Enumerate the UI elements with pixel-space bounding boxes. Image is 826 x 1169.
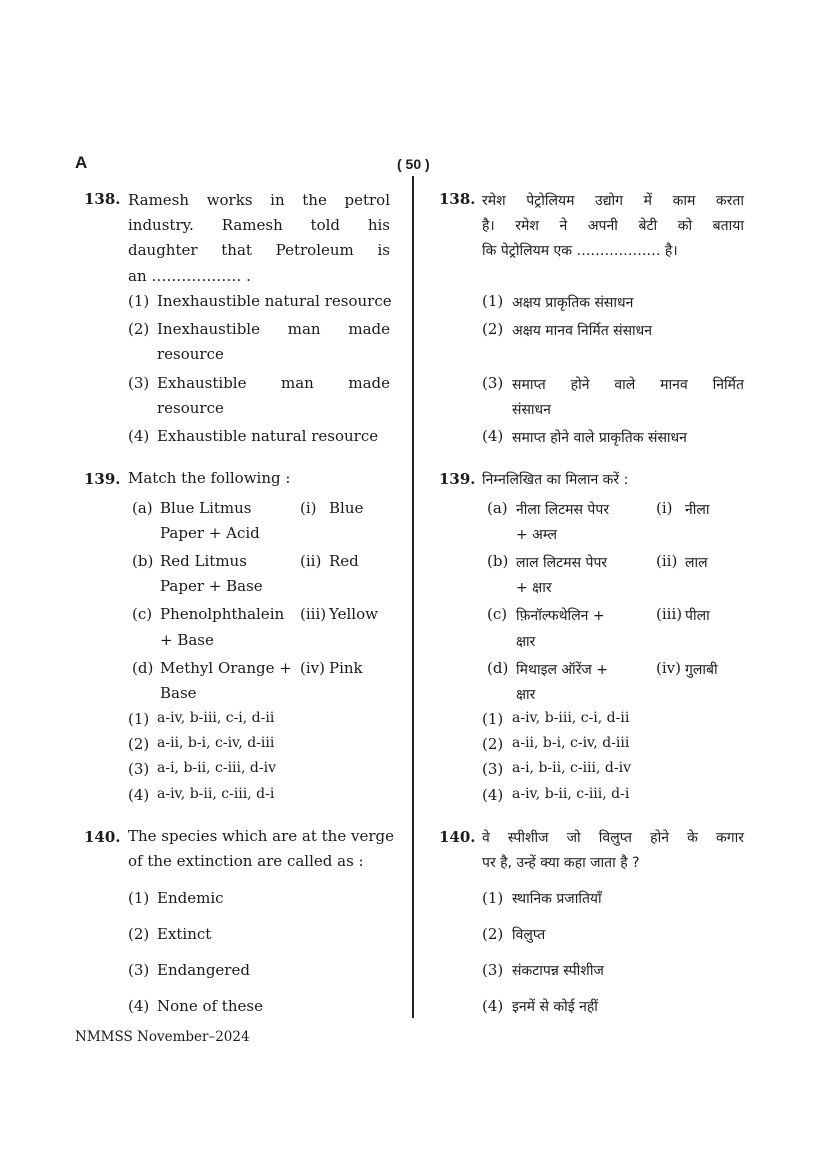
option-text: a-ii, b-i, c-iv, d-iii <box>512 735 630 751</box>
match-key: (a) <box>487 499 508 517</box>
column-divider <box>412 176 414 1018</box>
option-text: समाप्त होने वाले मानव निर्मित <box>512 377 744 393</box>
match-key: (i) <box>300 499 317 517</box>
option-text: a-iv, b-iii, c-i, d-ii <box>512 710 630 726</box>
match-key: (ii) <box>300 552 322 570</box>
option-number: (2) <box>482 735 504 753</box>
match-item: + Base <box>160 631 214 649</box>
match-key: (iii) <box>300 605 327 623</box>
match-item: Base <box>160 684 197 702</box>
question-text: Match the following : <box>128 469 291 487</box>
question-number: 140. <box>84 828 121 846</box>
option-number: (3) <box>482 374 504 392</box>
match-item: Paper + Base <box>160 577 263 595</box>
question-number: 139. <box>439 470 476 488</box>
question-text-line: Ramesh works in the petrol <box>128 191 390 209</box>
match-key: (i) <box>656 499 673 517</box>
option-text: Extinct <box>157 925 212 943</box>
question-text-line: an ……………… . <box>128 267 251 285</box>
option-text: समाप्त होने वाले प्राकृतिक संसाधन <box>512 430 687 446</box>
option-text: a-iv, b-iii, c-i, d-ii <box>157 710 275 726</box>
option-number: (3) <box>128 760 150 778</box>
match-key: (iv) <box>300 659 325 677</box>
option-text: Exhaustible man made <box>157 374 390 392</box>
option-text: a-ii, b-i, c-iv, d-iii <box>157 735 275 751</box>
question-number: 138. <box>439 190 476 208</box>
match-item: Methyl Orange + <box>160 659 292 677</box>
option-number: (1) <box>128 710 150 728</box>
option-text: स्थानिक प्रजातियाँ <box>512 891 602 907</box>
match-key: (d) <box>132 659 154 677</box>
option-text: a-i, b-ii, c-iii, d-iv <box>512 760 631 776</box>
option-text: संसाधन <box>512 402 551 418</box>
option-text: resource <box>157 345 224 363</box>
option-text: Inexhaustible man made <box>157 320 390 338</box>
question-text-line: है। रमेश ने अपनी बेटी को बताया <box>482 218 744 234</box>
option-number: (4) <box>482 427 504 445</box>
set-label: A <box>75 153 88 172</box>
question-text-line: पर है, उन्हें क्या कहा जाता है ? <box>482 855 640 871</box>
option-number: (2) <box>128 320 150 338</box>
match-item: मिथाइल ऑरेंज + <box>516 662 609 678</box>
footer-exam-name: NMMSS November–2024 <box>75 1029 250 1045</box>
match-key: (d) <box>487 659 509 677</box>
match-item: Red Litmus <box>160 552 247 570</box>
match-item: Phenolphthalein <box>160 605 285 623</box>
match-value: Blue <box>329 499 364 517</box>
option-number: (2) <box>482 925 504 943</box>
option-number: (3) <box>128 961 150 979</box>
option-text: a-i, b-ii, c-iii, d-iv <box>157 760 276 776</box>
match-key: (b) <box>132 552 154 570</box>
option-number: (1) <box>128 292 150 310</box>
question-text-line: daughter that Petroleum is <box>128 241 390 259</box>
match-value: Pink <box>329 659 363 677</box>
option-number: (3) <box>482 961 504 979</box>
question-text-line: वे स्पीशीज जो विलुप्त होने के कगार <box>482 830 744 846</box>
option-text: अक्षय प्राकृतिक संसाधन <box>512 295 634 311</box>
match-key: (c) <box>487 605 508 623</box>
question-text-line: कि पेट्रोलियम एक ……………… है। <box>482 243 678 259</box>
match-value: Red <box>329 552 359 570</box>
option-text: a-iv, b-ii, c-iii, d-i <box>512 786 630 802</box>
option-text: विलुप्त <box>512 927 546 943</box>
option-number: (4) <box>128 997 150 1015</box>
question-number: 138. <box>84 190 121 208</box>
question-number: 140. <box>439 828 476 846</box>
option-number: (4) <box>482 997 504 1015</box>
option-number: (4) <box>128 786 150 804</box>
question-text-line: The species which are at the verge <box>128 827 394 845</box>
question-text-line: industry. Ramesh told his <box>128 216 390 234</box>
match-value: लाल <box>685 555 708 571</box>
option-number: (1) <box>482 292 504 310</box>
option-text: a-iv, b-ii, c-iii, d-i <box>157 786 275 802</box>
option-text: Exhaustible natural resource <box>157 427 379 445</box>
option-text: इनमें से कोई नहीं <box>512 999 598 1015</box>
option-text: Endemic <box>157 889 224 907</box>
option-number: (4) <box>128 427 150 445</box>
match-item: क्षार <box>516 687 536 703</box>
question-text-line: रमेश पेट्रोलियम उद्योग में काम करता <box>482 193 744 209</box>
match-item: + क्षार <box>516 580 552 596</box>
option-number: (4) <box>482 786 504 804</box>
match-key: (ii) <box>656 552 678 570</box>
page-number: ( 50 ) <box>397 156 430 172</box>
option-number: (2) <box>128 925 150 943</box>
match-item: क्षार <box>516 634 536 650</box>
match-item: + अम्ल <box>516 527 557 543</box>
match-key: (c) <box>132 605 153 623</box>
option-number: (2) <box>482 320 504 338</box>
match-key: (b) <box>487 552 509 570</box>
match-key: (iii) <box>656 605 683 623</box>
match-value: गुलाबी <box>685 662 718 678</box>
option-number: (3) <box>128 374 150 392</box>
option-number: (1) <box>482 710 504 728</box>
question-text-line: of the extinction are called as : <box>128 852 364 870</box>
option-number: (1) <box>482 889 504 907</box>
option-text: अक्षय मानव निर्मित संसाधन <box>512 323 653 339</box>
question-text: निम्नलिखित का मिलान करें : <box>482 472 629 488</box>
match-item: लाल लिटमस पेपर <box>516 555 608 571</box>
match-value: Yellow <box>329 605 378 623</box>
match-key: (iv) <box>656 659 681 677</box>
match-value: नीला <box>685 502 710 518</box>
match-item: नीला लिटमस पेपर <box>516 502 610 518</box>
match-key: (a) <box>132 499 153 517</box>
option-number: (2) <box>128 735 150 753</box>
option-text: Endangered <box>157 961 250 979</box>
option-text: संकटापन्न स्पीशीज <box>512 963 604 979</box>
option-text: None of these <box>157 997 263 1015</box>
option-text: Inexhaustible natural resource <box>157 292 392 310</box>
match-value: पीला <box>685 608 710 624</box>
question-number: 139. <box>84 470 121 488</box>
option-text: resource <box>157 399 224 417</box>
match-item: Paper + Acid <box>160 524 260 542</box>
option-number: (1) <box>128 889 150 907</box>
match-item: फ़िनॉल्फथेलिन + <box>516 608 605 624</box>
match-item: Blue Litmus <box>160 499 252 517</box>
option-number: (3) <box>482 760 504 778</box>
